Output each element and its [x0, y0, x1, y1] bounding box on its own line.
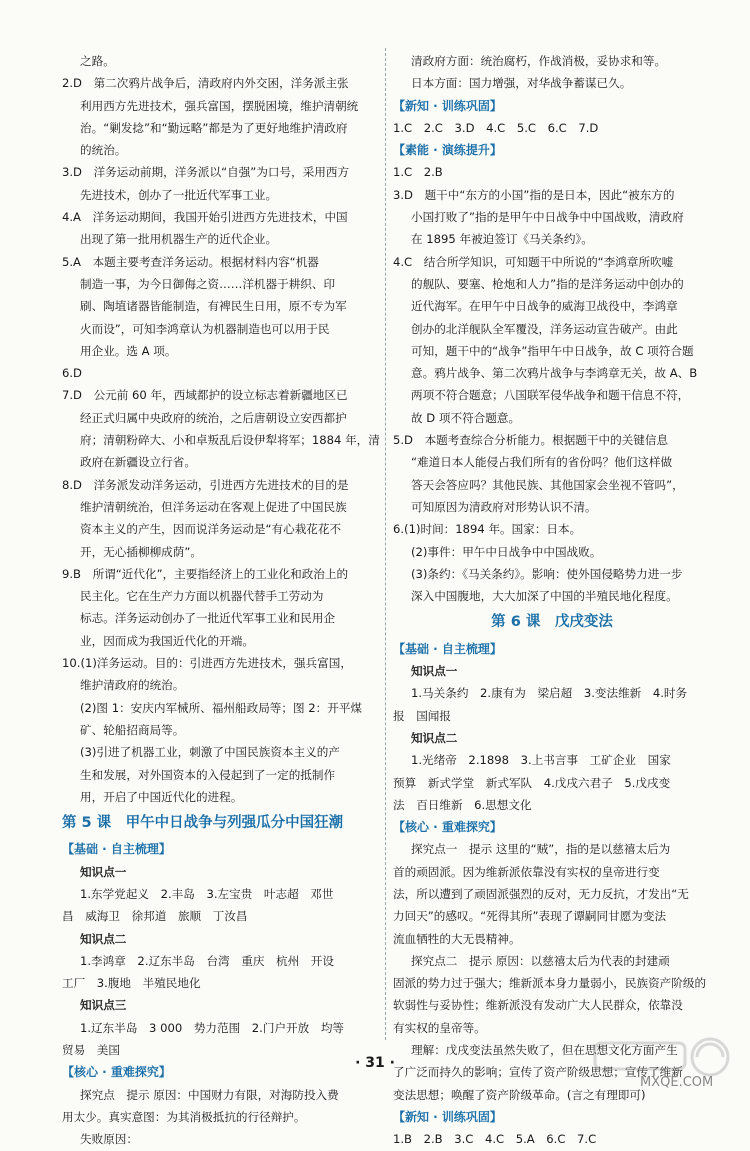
answer-line: 理解：戊戌变法虽然失败了，但在思想文化方面产生 — [411, 1043, 678, 1058]
lesson5-new-answers: 1.C 2.C 3.D 4.C 5.C 6.C 7.D — [393, 120, 599, 135]
lesson6-basic-heading: 【基础 · 自主梳理】 — [393, 641, 502, 656]
lesson6-new-answers: 1.B 2.B 3.C 4.C 5.A 6.C 7.C — [393, 1132, 597, 1147]
answer-line: 维护清政府的统治。 — [80, 678, 185, 693]
lesson5-k3-line: 贸易 美国 — [62, 1043, 120, 1058]
answer-line: 维护清朝统治，但洋务运动在客观上促进了中国民族 — [80, 499, 347, 514]
lesson5-basic-heading: 【基础 · 自主梳理】 — [62, 842, 171, 857]
answer-line: 答天会答应吗？其他民族、其他国家会坐视不管吗”， — [411, 477, 684, 492]
answer-line: 可知原因为清政府对形势认识不清。 — [411, 499, 597, 514]
lesson5-k1-line: 昌 威海卫 徐邦道 旅顺 丁汝昌 — [62, 909, 248, 924]
answer-line: 3.D 题干中“东方的小国”指的是日本，因此“被东方的 — [393, 187, 675, 202]
lesson6-k1-line: 1.马关条约 2.康有为 梁启超 3.变法维新 4.时务 — [411, 686, 688, 701]
answer-line: 了广泛而持久的影响；宣传了资产阶级思想；宣传了维新 — [393, 1065, 683, 1080]
answer-line: 探究点一 提示 这里的“贼”，指的是以慈禧太后为 — [411, 842, 671, 857]
answer-line: 业，因而成为我国近代化的开端。 — [80, 633, 254, 648]
answer-line: (3)引进了机器工业，刺激了中国民族资本主义的产 — [80, 745, 340, 760]
answer-line: 4.A 洋务运动期间，我国开始引进西方先进技术，中国 — [62, 210, 348, 225]
answer-line: “难道日本人能侵占我们所有的省份吗？他们这样做 — [411, 455, 673, 470]
answer-line: 1.C 2.B — [393, 165, 443, 180]
answer-line: 2.D 第二次鸦片战争后，清政府内外交困，洋务派主张 — [62, 76, 349, 91]
answer-line: 有实权的皇帝等。 — [393, 1020, 486, 1035]
answer-line: 制造一事，为今日御侮之资……洋机器于耕织、印 — [80, 276, 336, 291]
watermark-text: MXQE.COM — [640, 1075, 714, 1090]
answer-line: 用，开启了中国近代化的进程。 — [80, 789, 243, 804]
column-divider — [385, 48, 386, 1040]
lesson5-ability-heading: 【素能 · 演练提升】 — [393, 143, 502, 158]
lesson6-k1-heading: 知识点一 — [411, 664, 458, 679]
answer-line: 日本方面：国力增强，对华战争蓄谋已久。 — [411, 76, 632, 91]
lesson5-k2-line: 工厂 3.腹地 半殖民地化 — [62, 976, 201, 991]
lesson6-new-heading: 【新知 · 训练巩固】 — [393, 1109, 502, 1124]
lesson6-core-heading: 【核心 · 重难探究】 — [393, 820, 502, 835]
answer-line: 固派的势力过于强大；维新派本身力量弱小，民族资产阶级的 — [393, 976, 707, 991]
lesson5-k3-heading: 知识点三 — [80, 998, 127, 1013]
lesson6-k1-line: 报 国闻报 — [393, 708, 451, 723]
lesson6-k2-line: 法 百日维新 6.思想文化 — [393, 797, 532, 812]
answer-line: (3)条约：《马关条约》。影响：使外国侵略势力进一步 — [411, 566, 683, 581]
answer-line: 创办的北洋舰队全军覆没，洋务运动宣告破产。由此 — [411, 321, 678, 336]
lesson5-core-line: 用太少。真实意图：为其消极抵抗的行径辩护。 — [62, 1109, 306, 1124]
answer-line: 民主化。它在生产力方面以机器代替手工劳动为 — [80, 589, 324, 604]
answer-line: 的统治。 — [80, 143, 127, 158]
lesson6-k2-heading: 知识点二 — [411, 730, 458, 745]
answer-line: 深入中国腹地，大大加深了中国的半殖民地化程度。 — [411, 589, 678, 604]
lesson6-k2-line: 预算 新式学堂 新式军队 4.戊戌六君子 5.戊戌变 — [393, 775, 671, 790]
answer-line: 先进技术，创办了一批近代军事工业。 — [80, 187, 278, 202]
answer-line: 经正式归属中央政府的统治，之后唐朝设立安西都护 — [80, 410, 347, 425]
lesson5-core-line: 失败原因： — [80, 1132, 138, 1147]
answer-line: 可知，题干中的“战争”指甲午中日战争，故 C 项符合题 — [411, 343, 694, 358]
answer-line: 5.A 本题主要考查洋务运动。根据材料内容“机器 — [62, 254, 319, 269]
answer-line: 6.(1)时间：1894 年。国家：日本。 — [393, 522, 582, 537]
answer-line: (2)事件：甲午中日战争中中国战败。 — [411, 544, 602, 559]
answer-line: 刷、陶埴诸器皆能制造，有裨民生日用，原不专为军 — [80, 299, 347, 314]
answer-line: 法，所以遭到了顽固派强烈的反对，无力反抗，才发出“无 — [393, 886, 689, 901]
lesson5-k1-heading: 知识点一 — [80, 864, 127, 879]
answer-line: 资本主义的产生，因而说洋务运动是“有心栽花花不 — [80, 522, 342, 537]
answer-line: 治。“剿发捻”和“勤远略”都是为了更好地维护清政府 — [80, 120, 348, 135]
answer-line: 火而设”，可知李鸿章认为机器制造也可以用于民 — [80, 321, 330, 336]
answer-line: 生和发展，对外国资本的入侵起到了一定的抵制作 — [80, 767, 336, 782]
lesson5-ability-answers — [393, 161, 711, 607]
answer-line: 在 1895 年被迫签订《马关条约》。 — [411, 232, 593, 247]
answer-line: 探究点二 提示 原因：以慈禧太后为代表的封建顽 — [411, 953, 670, 968]
answer-line: 小国打败了”指的是甲午中日战争中中国战败，清政府 — [411, 210, 684, 225]
answer-line: 首的顽固派。因为维新派依靠没有实权的皇帝进行变 — [393, 864, 660, 879]
answer-line: 用企业。选 A 项。 — [80, 343, 177, 358]
answer-line: 政府在新疆设立行省。 — [80, 455, 196, 470]
lesson5-k2-line: 1.李鸿章 2.辽东半岛 台湾 重庆 杭州 开设 — [80, 953, 334, 968]
answer-line: 4.C 结合所学知识，可知题干中所说的“李鸿章所吹嘘 — [393, 254, 674, 269]
lesson5-k1-line: 1.东学党起义 2.丰岛 3.左宝贵 叶志超 邓世 — [80, 886, 334, 901]
answer-line: 10.(1)洋务运动。目的：引进西方先进技术，强兵富国， — [62, 656, 352, 671]
answer-line: 出现了第一批用机器生产的近代企业。 — [80, 232, 278, 247]
answer-line: 力回天”的感叹。“死得其所”表现了谭嗣同甘愿为变法 — [393, 909, 667, 924]
lesson5-k3-line: 1.辽东半岛 3 000 势力范围 2.门户开放 均等 — [80, 1020, 345, 1035]
answer-line: 9.B 所谓“近代化”，主要指经济上的工业化和政治上的 — [62, 566, 349, 581]
lesson5-core-heading: 【核心 · 重难探究】 — [62, 1065, 171, 1080]
answer-line: (2)图 1：安庆内军械所、福州船政局等；图 2：开平煤 — [80, 700, 363, 715]
left-column — [62, 50, 380, 1151]
answer-line: 近代海军。在甲午中日战争的威海卫战役中，李鸿章 — [411, 299, 678, 314]
answer-line: 变法思想；唤醒了资产阶级革命。(言之有理即可) — [393, 1087, 646, 1102]
right-column — [393, 50, 714, 1151]
answer-line: 之路。 — [80, 54, 115, 68]
answer-line: 3.D 洋务运动前期，洋务派以“自强”为口号，采用西方 — [62, 165, 350, 180]
answer-line: 的舰队、要塞、枪炮和人力”指的是洋务运动中创办的 — [411, 276, 684, 291]
lesson6-title: 第 6 课 戊戌变法 — [491, 614, 613, 631]
answer-line: 故 D 项不符合题意。 — [411, 410, 521, 425]
answer-line: 府；清朝粉碎大、小和卓叛乱后设伊犁将军；1884 年，清 — [80, 433, 380, 448]
lesson5-title: 第 5 课 甲午中日战争与列强瓜分中国狂潮 — [62, 815, 344, 832]
answer-line: 5.D 本题考查综合分析能力。根据题干中的关键信息 — [393, 433, 669, 448]
answer-line: 两项不符合题意；八国联军侵华战争和题干信息不符， — [411, 388, 690, 403]
answer-line: 流血牺牲的大无畏精神。 — [393, 931, 521, 946]
answer-line: 矿、轮船招商局等。 — [80, 722, 185, 737]
lesson4-answers — [62, 50, 380, 808]
answer-line: 标志。洋务运动创办了一批近代军事工业和民用企 — [80, 611, 336, 626]
answer-line: 清政府方面：统治腐朽，作战消极，妥协求和等。 — [411, 54, 667, 68]
answer-line: 8.D 洋务派发动洋务运动，引进西方先进技术的目的是 — [62, 477, 349, 492]
lesson5-k2-heading: 知识点二 — [80, 931, 127, 946]
answer-line: 软弱性与妥协性；维新派没有发动广大人民群众，依靠没 — [393, 998, 683, 1013]
answer-line: 利用西方先进技术，强兵富国，摆脱困境，维护清朝统 — [80, 98, 359, 113]
answer-line: 开，无心插柳柳成荫”。 — [80, 544, 202, 559]
answer-line: 6.D — [62, 366, 82, 381]
page-number: · 31 · — [355, 1055, 395, 1071]
answer-line: 7.D 公元前 60 年，西域都护的设立标志着新疆地区已 — [62, 388, 348, 403]
answer-line: 意。鸦片战争、第二次鸦片战争与李鸿章无关，故 A、B — [411, 366, 698, 381]
lesson6-k2-line: 1.光绪帝 2.1898 3.上书言事 工矿企业 国家 — [411, 753, 671, 768]
lesson5-core-line: 探究点 提示 原因：中国财力有限，对海防投入费 — [80, 1087, 339, 1102]
lesson5-core-continued — [393, 50, 711, 95]
lesson5-new-heading: 【新知 · 训练巩固】 — [393, 98, 502, 113]
